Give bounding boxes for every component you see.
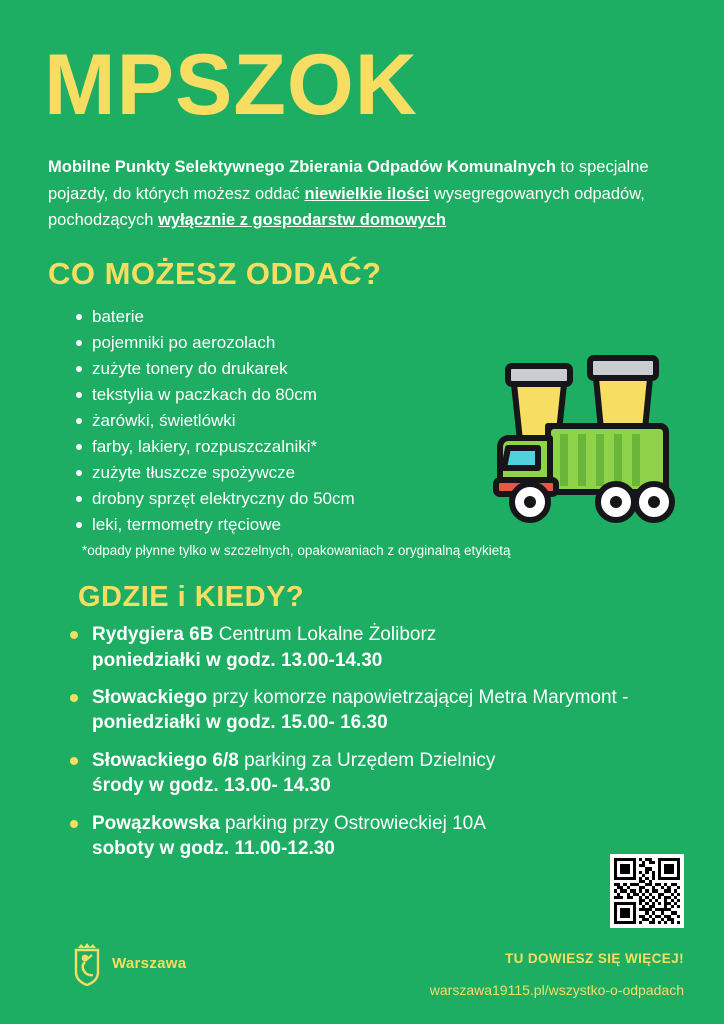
cta-text: TU DOWIESZ SIĘ WIĘCEJ! (504, 951, 684, 966)
place-schedule: środy w godz. 13.00- 14.30 (92, 775, 331, 797)
footnote: *odpady płynne tylko w szczelnych, opakowaniach z oryginalną etykietą (82, 543, 511, 559)
list-item: żarówki, świetlówki (92, 408, 684, 434)
intro-mid: to specjalne pojazdy, do których możesz oddać (48, 158, 649, 203)
place-name: Słowackiego (92, 686, 208, 708)
qr-code-grid (614, 858, 680, 924)
intro-underline-2: wyłącznie z gospodarstw domowych (158, 211, 446, 230)
warsaw-logo (72, 940, 186, 986)
list-item: leki, termometry rtęciowe (92, 512, 684, 538)
intro-paragraph (40, 154, 680, 234)
intro-bold: Mobilne Punkty Selektywnego Zbierania Odpadów Komunalnych (48, 158, 556, 176)
place-schedule: poniedziałki w godz. 13.00-14.30 (92, 649, 383, 671)
place-schedule: soboty w godz. 11.00-12.30 (92, 838, 335, 860)
intro-mid-2: wysegregowanych odpadów, pochodzących (48, 184, 645, 230)
place-entry (70, 685, 684, 736)
list-item: pojemniki po aerozolach (92, 330, 684, 356)
place-detail: przy komorze napowietrzającej Metra Marymont - (207, 686, 629, 708)
qr-code[interactable] (610, 854, 684, 928)
places-list (40, 622, 684, 862)
place-name: Powązkowska (92, 812, 220, 834)
garbage-truck-icon (486, 330, 698, 550)
list-item: zużyte tłuszcze spożywcze (92, 460, 684, 486)
place-entry (70, 622, 684, 673)
list-item: zużyte tonery do drukarek (92, 356, 684, 382)
where-section-heading: GDZIE i KIEDY? (78, 581, 305, 614)
warsaw-logo-label: Warszawa (112, 954, 187, 972)
place-entry (70, 811, 684, 862)
footer-url[interactable]: warszawa19115.pl/wszystko-o-odpadach (429, 982, 684, 998)
list-item: tekstylia w paczkach do 80cm (92, 382, 684, 408)
intro-underline-1: niewielkie ilości (304, 184, 430, 203)
place-name: Rydygiera 6B (92, 624, 214, 646)
list-item: baterie (92, 304, 684, 330)
page-title: MPSZOK (44, 37, 418, 133)
place-schedule: poniedziałki w godz. 15.00- 16.30 (92, 712, 388, 734)
place-detail: parking za Urzędem Dzielnicy (238, 749, 496, 771)
place-detail: parking przy Ostrowieckiej 10A (219, 812, 486, 834)
list-item: farby, lakiery, rozpuszczalniki* (92, 434, 684, 460)
what-section-heading: CO MOŻESZ ODDAĆ? (48, 256, 382, 292)
place-entry (70, 748, 684, 799)
place-detail: Centrum Lokalne Żoliborz (213, 624, 437, 646)
list-item: drobny sprzęt elektryczny do 50cm (92, 486, 684, 512)
mermaid-crest-icon (72, 940, 102, 986)
place-name: Słowackiego 6/8 (92, 749, 239, 771)
